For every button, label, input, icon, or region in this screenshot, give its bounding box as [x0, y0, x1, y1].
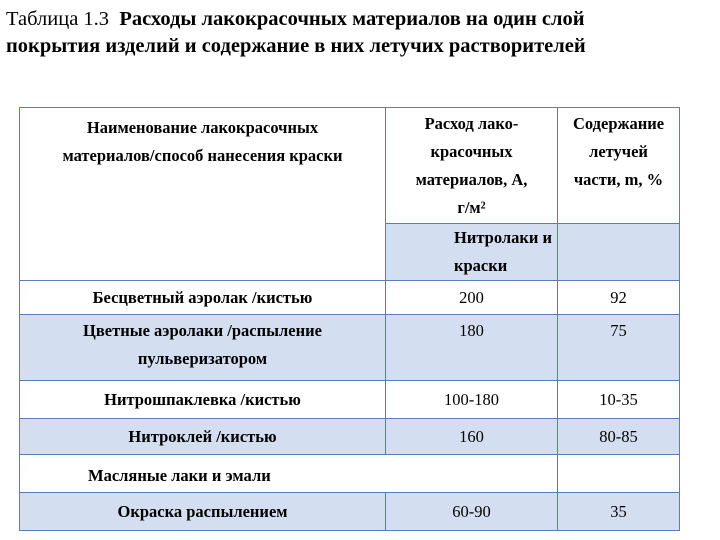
row-volatile: 75 [558, 315, 680, 381]
header-rate-line-4: г/м² [457, 198, 486, 217]
caption-title-line-2: покрытия изделий и содержание в них летучих растворителей [6, 35, 586, 57]
header-row [20, 108, 680, 224]
row-name [20, 315, 386, 381]
header-rate-line-3: материалов, А, [415, 170, 528, 189]
table-row [20, 281, 680, 315]
table-row [20, 419, 680, 455]
row-name-line-1: Цветные аэролаки /распыление [83, 321, 322, 340]
section-nitro-label: Нитролаки и краски [386, 224, 558, 281]
header-name [20, 108, 386, 281]
section-row-oil [20, 455, 680, 493]
header-volatile-line-3: части, m, % [573, 170, 664, 189]
caption-label: Таблица 1.3 [6, 8, 110, 30]
caption-title-line-1: Расходы лакокрасочных материалов на один слой [119, 8, 585, 30]
row-name: Окраска распылением [20, 493, 386, 531]
caption-line-1 [6, 6, 714, 33]
table-caption [6, 6, 714, 60]
header-volatile [558, 108, 680, 224]
header-volatile-line-2: летучей [589, 142, 648, 161]
row-rate: 100-180 [386, 381, 558, 419]
row-rate: 160 [386, 419, 558, 455]
row-volatile: 80-85 [558, 419, 680, 455]
row-name-line-2: пульверизатором [137, 349, 268, 368]
row-rate: 60-90 [386, 493, 558, 531]
consumption-table [19, 107, 680, 531]
header-volatile-line-1: Содержание [572, 114, 665, 133]
header-name-line-1: Наименование лакокрасочных [86, 118, 319, 137]
row-volatile: 92 [558, 281, 680, 315]
section-oil-label: Масляные лаки и эмали [20, 455, 558, 493]
header-rate-line-2: красочных [430, 142, 513, 161]
table-row [20, 493, 680, 531]
row-volatile: 35 [558, 493, 680, 531]
table-row [20, 315, 680, 381]
row-rate: 180 [386, 315, 558, 381]
table-row [20, 381, 680, 419]
row-name: Нитроклей /кистью [20, 419, 386, 455]
header-rate-line-1: Расход лако- [424, 114, 519, 133]
header-name-line-2: материалов/способ нанесения краски [62, 146, 343, 165]
row-name: Нитрошпаклевка /кистью [20, 381, 386, 419]
row-rate: 200 [386, 281, 558, 315]
header-rate [386, 108, 558, 224]
section-nitro-empty [558, 224, 680, 281]
section-oil-empty [558, 455, 680, 493]
row-volatile: 10-35 [558, 381, 680, 419]
row-name: Бесцветный аэролак /кистью [20, 281, 386, 315]
